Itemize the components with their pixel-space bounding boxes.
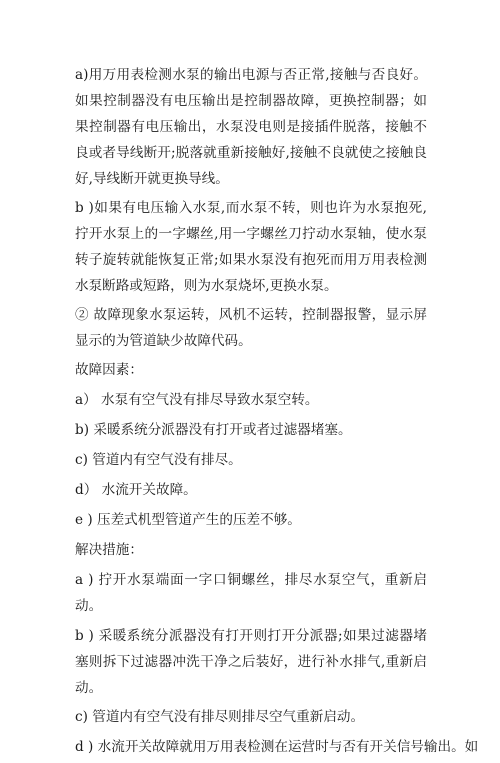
solution-item-a: a ) 拧开水泵端面一字口铜螺丝，排尽水泵空气，重新启动。 <box>75 572 427 614</box>
cause-item-b: b) 采暖系统分派器没有打开或者过滤器堵塞。 <box>75 422 352 438</box>
document-page <box>75 62 479 763</box>
paragraph-pump-stuck: b )如果有电压输入水泵,而水泵不转，则也许为水泵抱死,拧开水泵上的一字螺丝,用一字螺丝刀拧动水泵轴，使水泵转子旋转就能恢复正常;如果水泵没有抱死而用万用表检测水泵断路或短路，则为水泵烧坏,更换水泵。 <box>75 200 427 294</box>
heading-fault-causes: 故障因素： <box>75 362 143 378</box>
heading-solutions: 解决措施： <box>75 542 143 558</box>
paragraph-check-power: a)用万用表检测水泵的输出电源与否正常,接触与否良好。如果控制器没有电压输出是控制器故障，更换控制器；如果控制器有电压输出，水泵没电则是接插件脱落，接触不良或者导线断开;脱落就重新接触好,接触不良就使之接触良好,导线断开就更换导线。 <box>75 67 427 187</box>
solution-item-c: c) 管道内有空气没有排尽则排尽空气重新启动。 <box>75 709 365 725</box>
cause-item-a: a） 水泵有空气没有排尽导致水泵空转。 <box>75 392 319 408</box>
solution-item-b: b ) 采暖系统分派器没有打开则打开分派器;如果过滤器堵塞则拆下过滤器冲洗干净之后装好，进行补水排气,重新启动。 <box>75 628 427 696</box>
cause-item-d: d） 水流开关故障。 <box>75 482 197 498</box>
cause-item-e: e ) 压差式机型管道产生的压差不够。 <box>75 512 301 528</box>
paragraph-fault-phenomenon: ② 故障现象水泵运转，风机不运转，控制器报警，显示屏显示的为管道缺少故障代码。 <box>75 307 427 349</box>
solution-item-d: d ) 水流开关故障就用万用表检测在运营时与否有开关信号输出。如 <box>75 739 479 755</box>
cause-item-c: c) 管道内有空气没有排尽。 <box>75 452 242 468</box>
